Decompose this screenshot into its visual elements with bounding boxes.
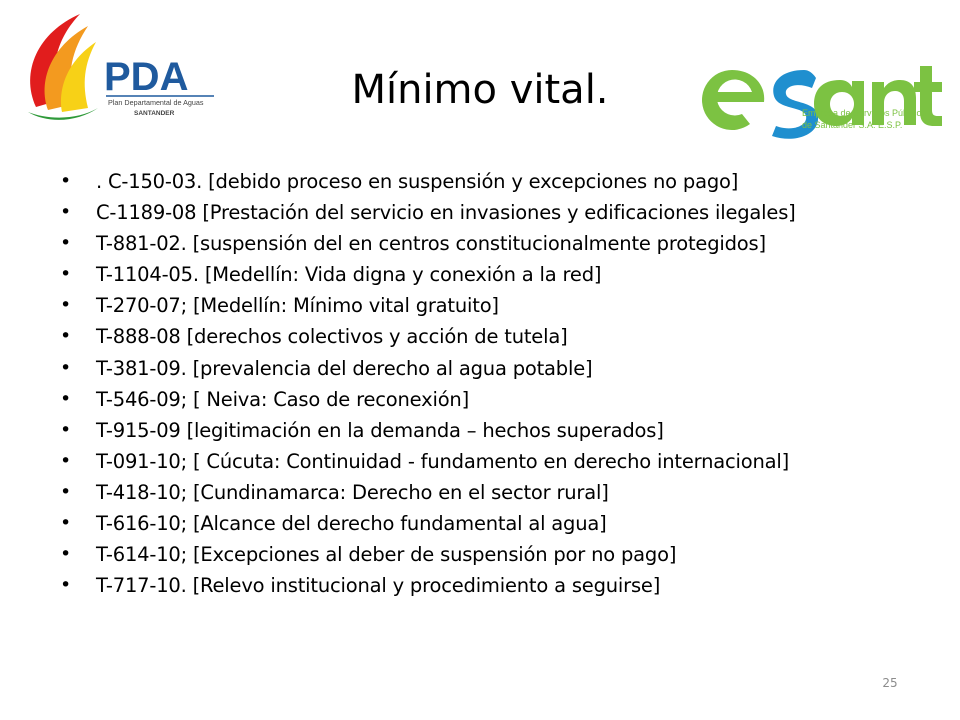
page-number: 25 bbox=[882, 676, 898, 690]
bullet-text: T-418-10; [Cundinamarca: Derecho en el sector rural] bbox=[96, 480, 609, 504]
bullet-text: T-614-10; [Excepciones al deber de suspensión por no pago] bbox=[96, 543, 677, 567]
pda-logo-region: SANTANDER bbox=[134, 110, 175, 117]
bullet-item bbox=[60, 228, 940, 259]
bullet-item bbox=[60, 477, 940, 508]
bullet-text: T-881-02. [suspensión del en centros constitucionalmente protegidos] bbox=[96, 232, 766, 256]
bullet-item bbox=[60, 446, 940, 477]
slide-title: Mínimo vital. bbox=[351, 67, 609, 113]
bullet-item bbox=[60, 508, 940, 539]
bullet-item bbox=[60, 166, 940, 197]
bullet-text: T-270-07; [Medellín: Mínimo vital gratuito] bbox=[96, 294, 499, 318]
bullet-dot: • bbox=[60, 512, 72, 535]
bullet-dot: • bbox=[60, 170, 72, 192]
bullet-item bbox=[60, 259, 940, 290]
bullet-list bbox=[60, 166, 940, 601]
bullet-text: T-888-08 [derechos colectivos y acción de tutela] bbox=[96, 325, 568, 349]
bullet-dot: • bbox=[60, 201, 72, 224]
bullet-dot: • bbox=[60, 294, 72, 317]
bullet-text: T-091-10; [ Cúcuta: Continuidad - fundamento en derecho internacional] bbox=[96, 449, 790, 473]
bullet-item bbox=[60, 570, 940, 601]
bullet-dot: • bbox=[60, 418, 72, 441]
bullet-dot: • bbox=[60, 387, 72, 410]
bullet-dot: • bbox=[60, 356, 72, 379]
bullet-text: C-1189-08 [Prestación del servicio en invasiones y edificaciones ilegales] bbox=[96, 201, 796, 225]
bullet-item bbox=[60, 197, 940, 228]
bullet-dot: • bbox=[60, 232, 72, 255]
bullet-dot: • bbox=[60, 325, 72, 348]
esant-tagline-1: Empresa de Servicios Públicos bbox=[802, 108, 927, 118]
bullet-dot: • bbox=[60, 449, 72, 472]
bullet-dot: • bbox=[60, 574, 72, 597]
bullet-item bbox=[60, 321, 940, 352]
bullet-text: T-546-09; [ Neiva: Caso de reconexión] bbox=[96, 387, 469, 411]
pda-logo-text: PDA bbox=[104, 55, 189, 99]
esant-tagline-2: de Santander S.A. E.S.P. bbox=[802, 120, 903, 130]
bullet-item bbox=[60, 539, 940, 570]
bullet-text: . C-150-03. [debido proceso en suspensión y excepciones no pago] bbox=[96, 170, 739, 193]
bullet-text: T-381-09. [prevalencia del derecho al agua potable] bbox=[96, 356, 593, 380]
bullet-item bbox=[60, 384, 940, 415]
bullet-item bbox=[60, 290, 940, 321]
pda-logo-subtitle: Plan Departamental de Aguas bbox=[108, 98, 204, 107]
bullet-text: T-616-10; [Alcance del derecho fundamental al agua] bbox=[96, 512, 607, 536]
bullet-dot: • bbox=[60, 543, 72, 566]
bullet-item bbox=[60, 353, 940, 384]
bullet-dot: • bbox=[60, 263, 72, 286]
bullet-text: T-717-10. [Relevo institucional y procedimiento a seguirse] bbox=[96, 574, 661, 598]
bullet-dot: • bbox=[60, 480, 72, 503]
bullet-item bbox=[60, 415, 940, 446]
bullet-text: T-1104-05. [Medellín: Vida digna y conexión a la red] bbox=[96, 263, 602, 287]
bullet-text: T-915-09 [legitimación en la demanda – hechos superados] bbox=[96, 418, 664, 442]
